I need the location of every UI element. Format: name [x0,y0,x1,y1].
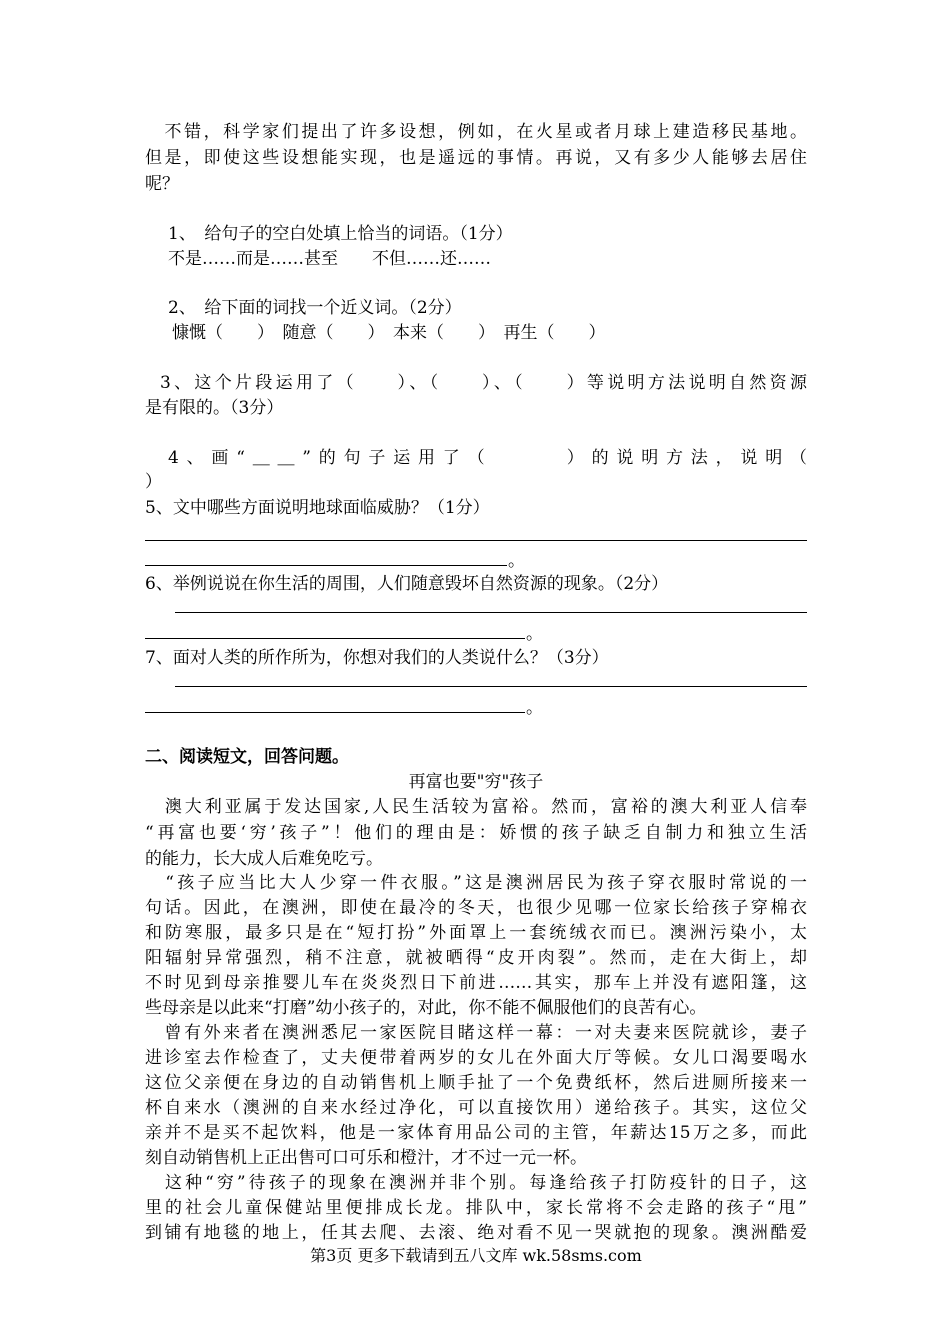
question-3-line1: 3、这个片段运用了（ ）、（ ）、（ ）等说明方法说明自然资源 [160,373,807,393]
question-1-options: 不是……而是……甚至 不但……还…… [168,249,491,269]
question-1-prompt: 1、 给句子的空白处填上恰当的词语。（1分） [168,224,513,244]
page-footer: 第3页 更多下载请到五八文库 wk.58sms.com [310,1246,642,1265]
article-line: 阳辐射异常强烈，稍不注意，就被晒得“皮开肉裂”。然而，走在大街上，却 [145,948,807,968]
article-line: 进诊室去作检查了，丈夫便带着两岁的女儿在外面大厅等候。女儿口渴要喝水 [145,1048,807,1068]
article-line: 不时见到母亲推婴儿车在炎炎烈日下前进……其实，那车上并没有遮阳篷，这 [145,973,807,993]
article-line: 里的社会儿童保健站里便排成长龙。排队中，家长常将不会走路的孩子“甩” [145,1198,807,1218]
question-5-prompt: 5、文中哪些方面说明地球面临威胁？（1分） [145,498,490,518]
article-line: 到铺有地毯的地上，任其去爬、去滚、绝对看不见一哭就抱的现象。澳洲酷爱 [145,1223,807,1243]
question-4-line1: 4、画“＿＿”的句子运用了（ ）的说明方法，说明（ [168,448,807,468]
answer-end-mark: 。 [508,551,525,571]
question-7-prompt: 7、面对人类的所作所为，你想对我们的人类说什么？（3分） [145,648,609,668]
article-line: 曾有外来者在澳洲悉尼一家医院目睹这样一幕：一对夫妻来医院就诊，妻子 [145,1023,807,1043]
answer-line[interactable] [145,540,807,541]
passage-line: 但是，即使这些设想能实现，也是遥远的事情。再说，又有多少人能够去居住 [145,148,807,168]
question-2-prompt: 2、 给下面的词找一个近义词。（2分） [168,298,462,318]
answer-line[interactable] [175,686,807,687]
article-line: 这位父亲便在身边的自动销售机上顺手扯了一个免费纸杯，然后进厕所接来一 [145,1073,807,1093]
question-2-options: 慷慨（ ） 随意（ ） 本来（ ） 再生（ ） [172,323,606,343]
article-line: 这种“穷”待孩子的现象在澳洲并非个别。每逢给孩子打防疫针的日子，这 [145,1173,807,1193]
article-line: “孩子应当比大人少穿一件衣服。”这是澳洲居民为孩子穿衣服时常说的一 [145,873,807,893]
answer-line[interactable] [145,638,525,639]
passage-line: 不错，科学家们提出了许多设想，例如，在火星或者月球上建造移民基地。 [145,122,807,142]
article-line: 句话。因此，在澳洲，即使在最冷的冬天，也很少见哪一位家长给孩子穿棉衣 [145,898,807,918]
answer-line[interactable] [175,612,807,613]
article-line: 和防寒服，最多只是在“短打扮”外面罩上一套统绒衣而已。澳洲污染小，太 [145,923,807,943]
passage-line: 呢？ [145,174,179,194]
question-3-line2: 是有限的。（3分） [145,398,284,418]
article-title: 再富也要"穷"孩子 [408,772,544,792]
article-line: 的能力，长大成人后难免吃亏。 [145,849,383,869]
section-heading: 二、阅读短文，回答问题。 [145,747,349,767]
article-line: 些母亲是以此来“打磨”幼小孩子的，对此，你不能不佩服他们的良苦有心。 [145,998,707,1018]
answer-line[interactable] [145,565,507,566]
answer-end-mark: 。 [526,698,543,718]
article-line: 澳大利亚属于发达国家,人民生活较为富裕。然而，富裕的澳大利亚人信奉 [145,797,807,817]
article-line: “再富也要‘穷’孩子”！他们的理由是：娇惯的孩子缺乏自制力和独立生活 [145,823,807,843]
article-line: 刻自动销售机上正出售可口可乐和橙汁，才不过一元一杯。 [145,1148,587,1168]
article-line: 杯自来水（澳洲的自来水经过净化，可以直接饮用）递给孩子。其实，这位父 [145,1098,807,1118]
answer-line[interactable] [145,712,525,713]
answer-end-mark: 。 [526,624,543,644]
question-6-prompt: 6、举例说说在你生活的周围，人们随意毁坏自然资源的现象。（2分） [145,574,669,594]
question-4-line2: ） [145,472,162,492]
article-line: 亲并不是买不起饮料，他是一家体育用品公司的主管，年薪达15万之多，而此 [145,1123,807,1143]
